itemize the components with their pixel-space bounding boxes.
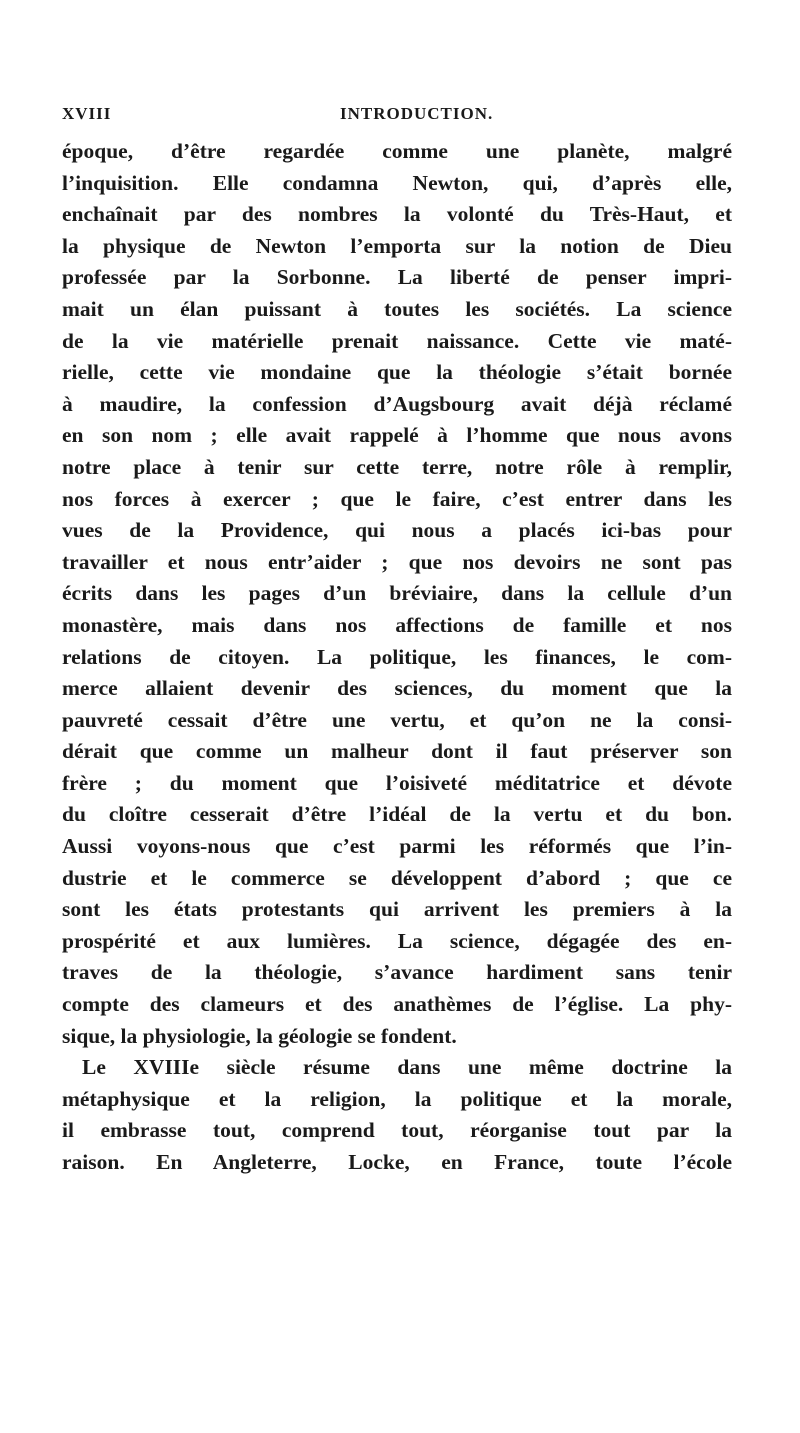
text-line: Le XVIIIe siècle résume dans une même doctrine la [82, 1055, 732, 1080]
text-line: en son nom ; elle avait rappelé à l’homme que nous avons [62, 423, 732, 448]
running-head [62, 104, 730, 128]
text-line: métaphysique et la religion, la politique et la morale, [62, 1086, 732, 1111]
text-line: enchaînait par des nombres la volonté du Très-Haut, et [62, 202, 732, 227]
text-line: traves de la théologie, s’avance hardiment sans tenir [62, 960, 732, 985]
text-line: l’inquisition. Elle condamna Newton, qui, d’après elle, [62, 170, 732, 195]
text-line: frère ; du moment que l’oisiveté méditatrice et dévote [62, 770, 732, 795]
text-line: de la vie matérielle prenait naissance. Cette vie maté- [62, 328, 732, 353]
text-line: époque, d’être regardée comme une planète, malgré [62, 139, 732, 163]
section-title: INTRODUCTION. [340, 104, 494, 123]
text-line: professée par la Sorbonne. La liberté de penser impri- [62, 265, 732, 290]
text-line: vues de la Providence, qui nous a placés ici-bas pour [62, 518, 732, 543]
text-line: prospérité et aux lumières. La science, dégagée des en- [62, 928, 732, 953]
text-line: dustrie et le commerce se développent d’abord ; que ce [62, 865, 732, 890]
page-number: XVIII [62, 104, 112, 123]
text-line: à maudire, la confession d’Augsbourg avait déjà réclamé [62, 391, 732, 416]
text-line: monastère, mais dans nos affections de famille et nos [62, 612, 732, 637]
text-line: il embrasse tout, comprend tout, réorganise tout par la [62, 1118, 732, 1143]
text-line: mait un élan puissant à toutes les sociétés. La science [62, 296, 732, 321]
text-line: notre place à tenir sur cette terre, notre rôle à remplir, [62, 454, 732, 479]
text-line: sont les états protestants qui arrivent les premiers à la [62, 897, 732, 922]
text-line: dérait que comme un malheur dont il faut préserver son [62, 739, 732, 764]
text-line: raison. En Angleterre, Locke, en France, toute l’école [62, 1150, 732, 1174]
text-line: travailler et nous entr’aider ; que nos devoirs ne sont pas [62, 549, 732, 574]
text-line: écrits dans les pages d’un bréviaire, dans la cellule d’un [62, 581, 732, 606]
text-line: sique, la physiologie, la géologie se fondent. [62, 1023, 457, 1048]
text-line: nos forces à exercer ; que le faire, c’est entrer dans les [62, 486, 732, 511]
text-line: relations de citoyen. La politique, les finances, le com- [62, 644, 732, 669]
text-line: la physique de Newton l’emporta sur la notion de Dieu [62, 233, 732, 258]
body-text [62, 136, 732, 1179]
text-line: rielle, cette vie mondaine que la théologie s’était bornée [62, 360, 732, 385]
text-line: compte des clameurs et des anathèmes de l’église. La phy- [62, 992, 732, 1017]
text-line: du cloître cesserait d’être l’idéal de la vertu et du bon. [62, 802, 732, 827]
text-line: pauvreté cessait d’être une vertu, et qu’on ne la consi- [62, 707, 732, 732]
text-line: merce allaient devenir des sciences, du moment que la [62, 676, 732, 701]
text-line: Aussi voyons-nous que c’est parmi les réformés que l’in- [62, 834, 732, 859]
